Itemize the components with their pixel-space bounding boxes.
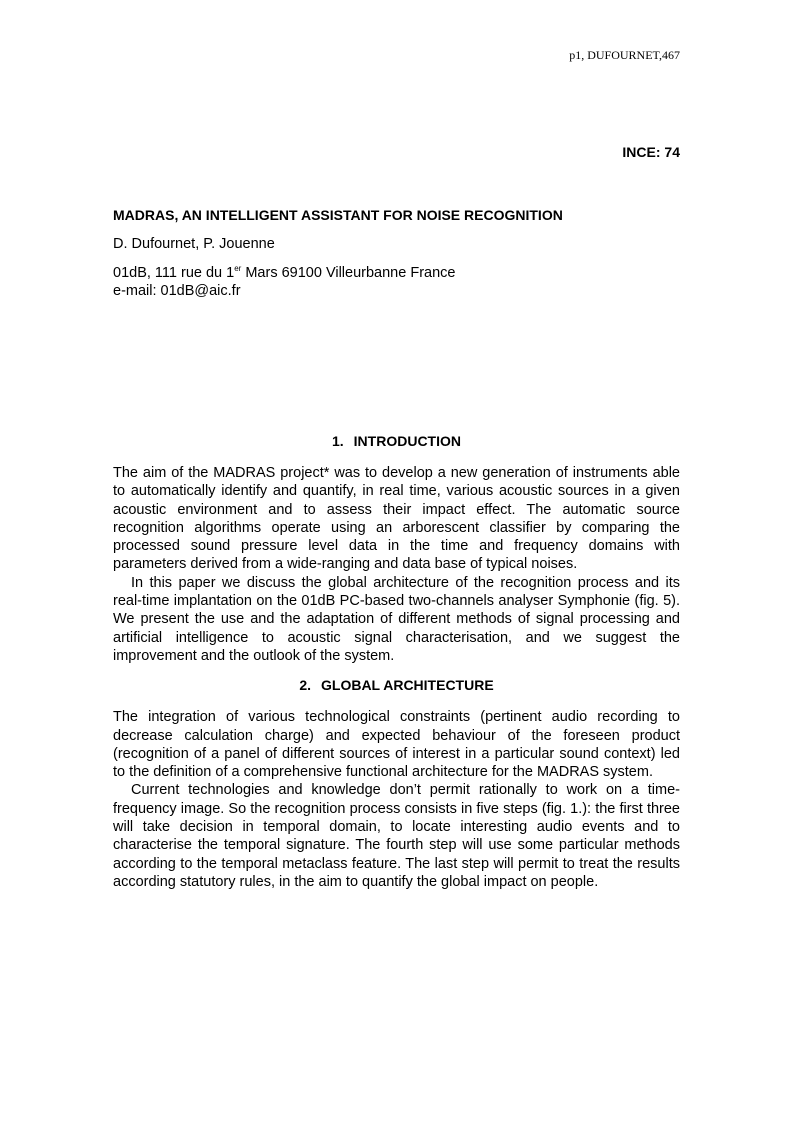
- section-number: 1.: [331, 433, 344, 449]
- spacer: [113, 665, 680, 676]
- section-heading: [113, 676, 680, 694]
- authors: D. Dufournet, P. Jouenne: [113, 236, 275, 252]
- affiliation-prefix: 01dB, 111 rue du 1: [113, 265, 235, 281]
- title-block: [113, 206, 680, 300]
- paragraph: Current technologies and knowledge don’t permit rationally to work on a time-frequency image. So the recognition process consists in five steps (fig. 1.): the first three will take decision in temporal domain, to locate interesting audio events and to characterise the temporal signature. The fourth step will use some particular methods according to the temporal metaclass feature. The last step will permit to treat the results according statutory rules, in the aim to quantify the global impact on people.: [113, 782, 680, 890]
- paragraph: The integration of various technological constraints (pertinent audio recording to decrease calculation charge) and expected behaviour of the foreseen product (recognition of a panel of different sources of interest in a particular sound context) led to the definition of a comprehensive functional architecture for the MADRAS system.: [113, 709, 680, 781]
- affiliation: [113, 264, 680, 282]
- section-introduction: [113, 432, 680, 665]
- paragraph: The aim of the MADRAS project* was to develop a new generation of instruments able to automatically identify and quantify, in real time, various acoustic sources in a given acoustic environment and to assess their impact effect. The automatic source recognition algorithms operate using an arborescent classifier by comparing the processed sound pressure level data in the time and frequency domains with parameters derived from a wide-ranging and data base of typical noises.: [113, 465, 680, 573]
- section-title: GLOBAL ARCHITECTURE: [321, 677, 494, 694]
- running-head: p1, DUFOURNET,467: [569, 48, 680, 62]
- section-title: INTRODUCTION: [353, 433, 461, 449]
- section-heading: [113, 432, 680, 450]
- paper-title: MADRAS, AN INTELLIGENT ASSISTANT FOR NOISE RECOGNITION: [113, 207, 563, 223]
- conference-code: INCE: 74: [622, 144, 680, 160]
- section-number: 2.: [299, 677, 311, 694]
- section-global-architecture: [113, 676, 680, 891]
- paragraph: In this paper we discuss the global architecture of the recognition process and its real-time implantation on the 01dB PC-based two-channels analyser Symphonie (fig. 5). We present the use and the adaptation of different methods of signal processing and artificial intelligence to acoustic signal characterisation, and we suggest the improvement and the outlook of the system.: [113, 574, 680, 664]
- body-sections: [113, 432, 680, 891]
- affiliation-superscript: er: [234, 264, 242, 273]
- email: e-mail: 01dB@aic.fr: [113, 283, 241, 299]
- affiliation-suffix: Mars 69100 Villeurbanne France: [241, 265, 456, 281]
